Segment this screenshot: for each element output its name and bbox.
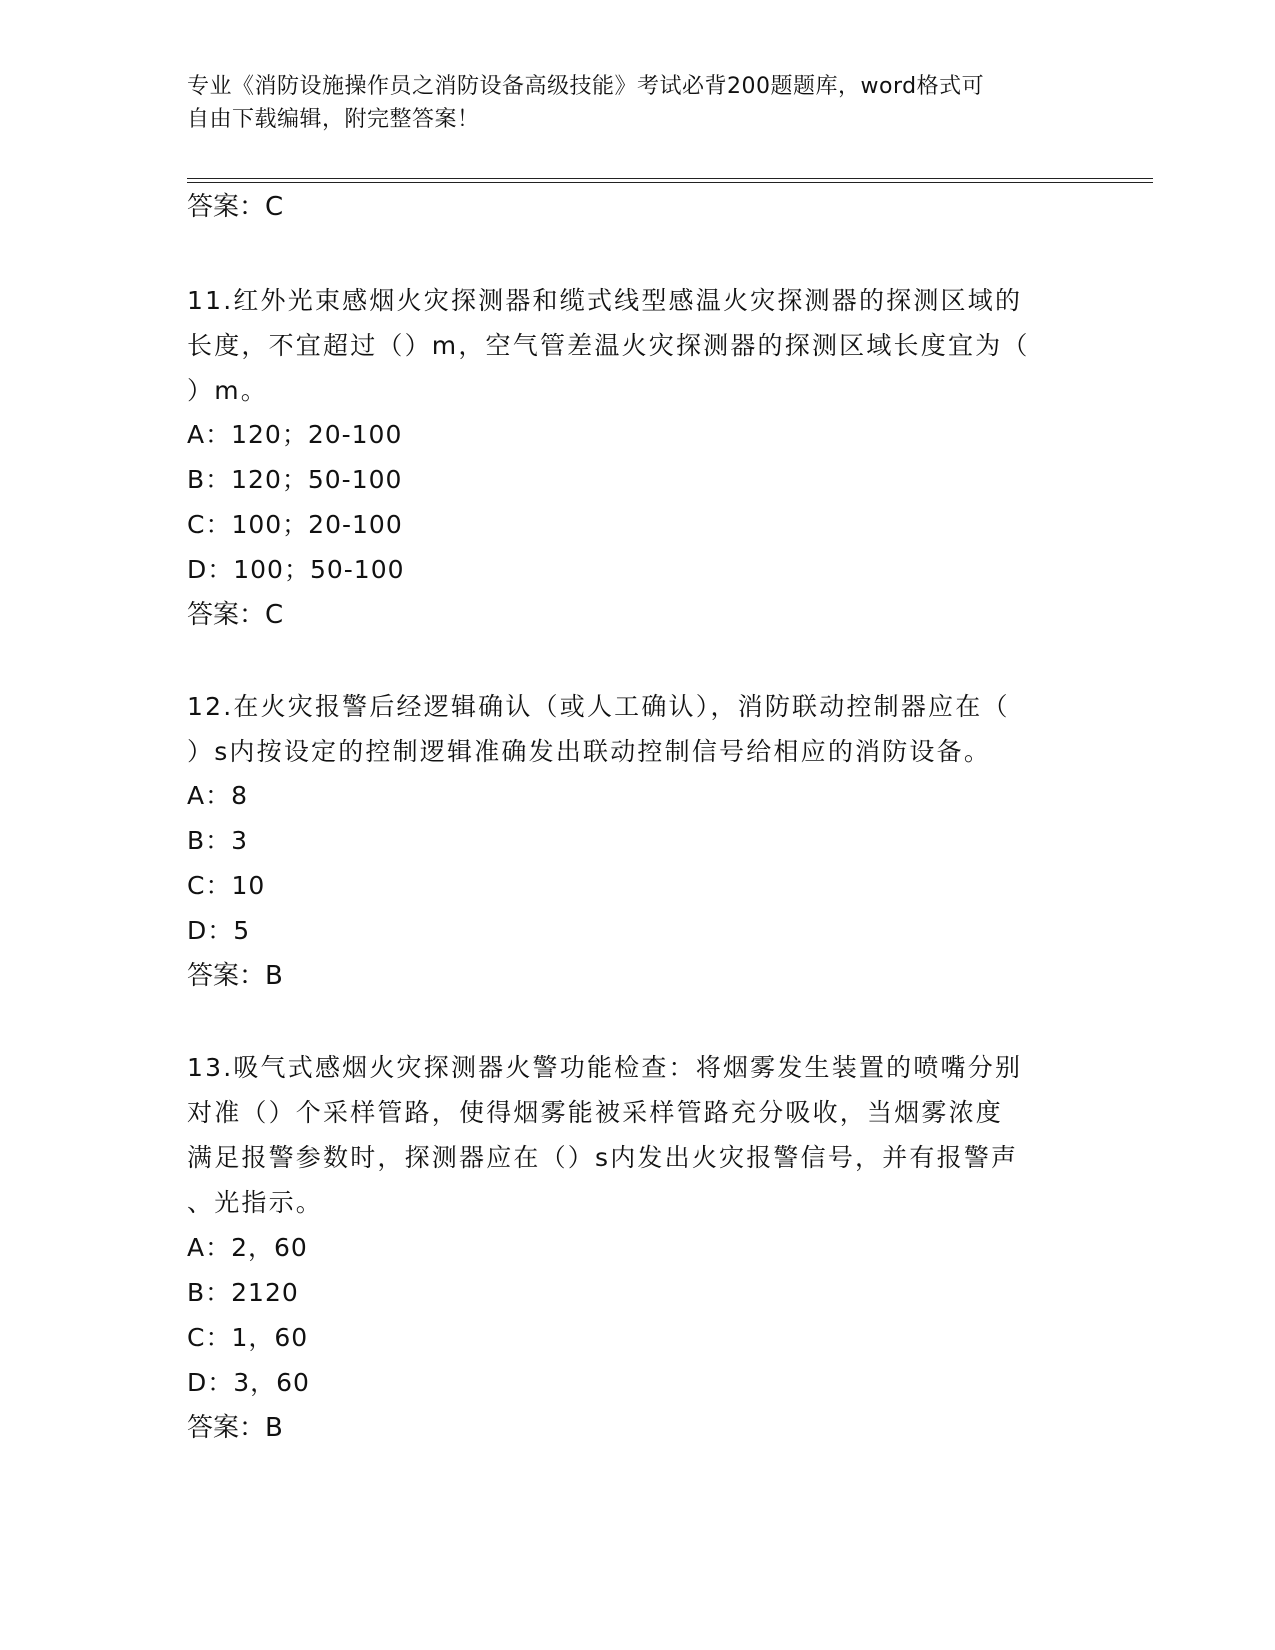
page-header <box>187 70 1067 136</box>
question-11-line-1: 11.红外光束感烟火灾探测器和缆式线型感温火灾探测器的探测区域的 <box>187 286 1023 315</box>
header-line-2: 自由下载编辑，附完整答案！ <box>187 107 480 132</box>
question-11-option-c: C：100；20-100 <box>187 510 403 539</box>
question-12-option-a: A：8 <box>187 781 249 810</box>
header-line-1: 专业《消防设施操作员之消防设备高级技能》考试必背200题题库，word格式可 <box>187 74 985 99</box>
question-13-option-a: A：2，60 <box>187 1233 308 1262</box>
question-12-line-1: 12.在火灾报警后经逻辑确认（或人工确认），消防联动控制器应在（ <box>187 692 1010 721</box>
question-13-line-3: 满足报警参数时，探测器应在（）s内发出火灾报警信号，并有报警声 <box>187 1143 1019 1172</box>
answer-prev: 答案：C <box>187 192 284 222</box>
question-13-option-b: B：2120 <box>187 1278 299 1307</box>
question-11-option-b: B：120；50-100 <box>187 465 403 494</box>
question-13-option-d: D：3，60 <box>187 1368 310 1397</box>
question-13-answer: 答案：B <box>187 1413 283 1443</box>
question-12-option-b: B：3 <box>187 826 249 855</box>
question-11-answer: 答案：C <box>187 600 284 630</box>
question-13-line-4: 、光指示。 <box>187 1188 324 1217</box>
question-13-line-2: 对准（）个采样管路，使得烟雾能被采样管路充分吸收，当烟雾浓度 <box>187 1098 1004 1127</box>
question-12-line-2: ）s内按设定的控制逻辑准确发出联动控制信号给相应的消防设备。 <box>187 737 992 766</box>
question-11-line-2: 长度，不宜超过（）m，空气管差温火灾探测器的探测区域长度宜为（ <box>187 331 1030 360</box>
header-divider <box>187 178 1153 183</box>
question-13-line-1: 13.吸气式感烟火灾探测器火警功能检查：将烟雾发生装置的喷嘴分别 <box>187 1053 1023 1082</box>
question-12-option-d: D：5 <box>187 916 251 945</box>
question-13-option-c: C：1，60 <box>187 1323 309 1352</box>
question-12-option-c: C：10 <box>187 871 266 900</box>
question-11-option-a: A：120；20-100 <box>187 420 403 449</box>
question-11-line-3: ）m。 <box>187 376 268 405</box>
question-12-answer: 答案：B <box>187 961 283 991</box>
question-11-option-d: D：100；50-100 <box>187 555 405 584</box>
